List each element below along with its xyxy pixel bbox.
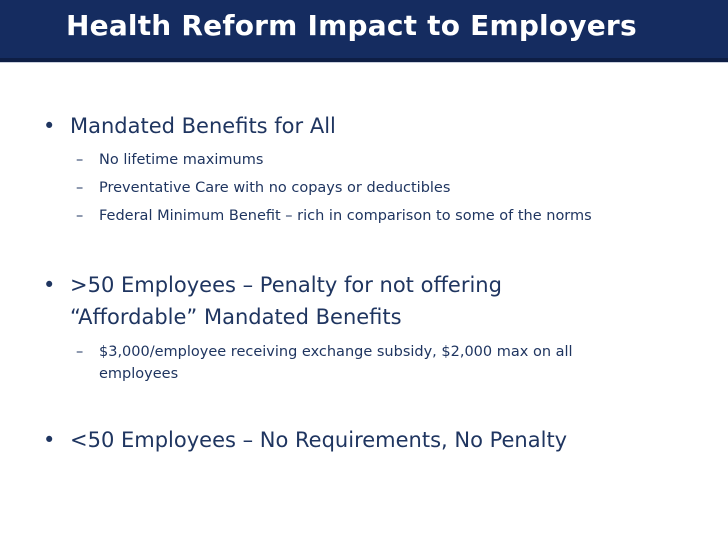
sub-bullet-text: No lifetime maximums — [99, 152, 264, 168]
bullet-marker: • — [43, 273, 56, 297]
bullet-marker: • — [43, 114, 56, 138]
bullet-marker: • — [43, 428, 56, 452]
bullet-text-line-1: >50 Employees – Penalty for not offering — [70, 273, 502, 297]
sub-bullet-text-line-1: $3,000/employee receiving exchange subsidy, $2,000 max on all — [99, 344, 573, 360]
sub-bullet-text-line-2: employees — [99, 366, 179, 382]
dash-marker: – — [76, 208, 84, 224]
bullet-text: <50 Employees – No Requirements, No Penalty — [70, 428, 568, 452]
dash-marker: – — [76, 180, 84, 196]
bullet-text-line-2: “Affordable” Mandated Benefits — [70, 305, 402, 329]
bullet-text: Mandated Benefits for All — [70, 114, 336, 138]
sub-bullet-text: Federal Minimum Benefit – rich in comparison to some of the norms — [99, 208, 592, 224]
dash-marker: – — [76, 344, 84, 360]
slide-title: Health Reform Impact to Employers — [66, 9, 637, 42]
sub-bullet-text: Preventative Care with no copays or deductibles — [99, 180, 451, 196]
dash-marker: – — [76, 152, 84, 168]
